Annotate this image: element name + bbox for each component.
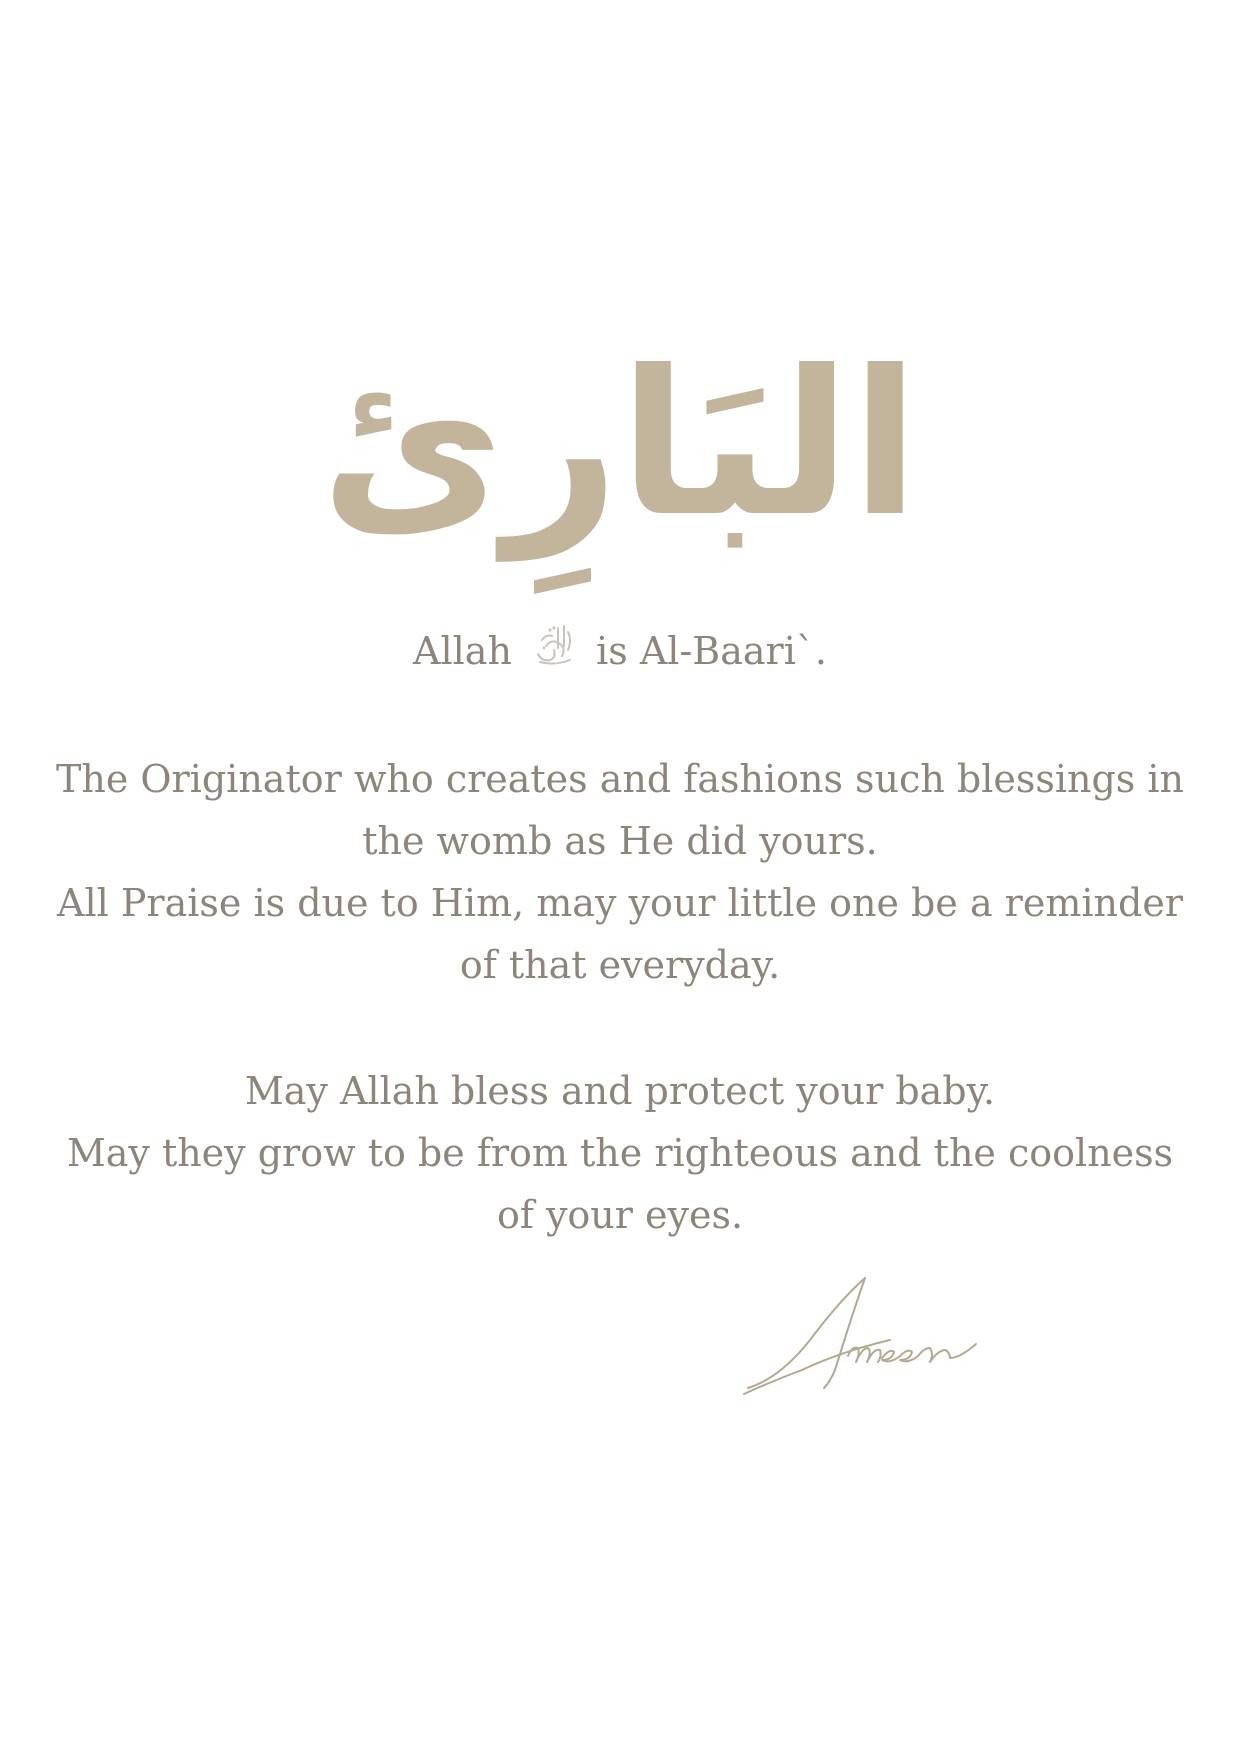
paragraph-originator bbox=[0, 748, 1240, 996]
text-line: of that everyday. bbox=[459, 943, 781, 987]
text-line: May they grow to be from the righteous and the coolness bbox=[66, 1131, 1174, 1175]
text-line: All Praise is due to Him, may your little one be a reminder bbox=[57, 881, 1183, 925]
paragraph-dua bbox=[0, 1060, 1240, 1246]
intro-text-before: Allah bbox=[413, 629, 512, 673]
ameen-signature bbox=[740, 1270, 980, 1400]
intro-text-after: is Al-Baari`. bbox=[596, 629, 827, 673]
text-line: of your eyes. bbox=[496, 1193, 744, 1237]
subhanahu-wa-taala-icon bbox=[532, 618, 576, 683]
text-line: May Allah bless and protect your baby. bbox=[244, 1069, 996, 1113]
text-line: The Originator who creates and fashions such blessings in bbox=[56, 757, 1184, 801]
intro-line bbox=[0, 622, 1240, 687]
text-line: the womb as He did yours. bbox=[362, 819, 878, 863]
arabic-name-title: البَارِئ bbox=[320, 328, 920, 561]
